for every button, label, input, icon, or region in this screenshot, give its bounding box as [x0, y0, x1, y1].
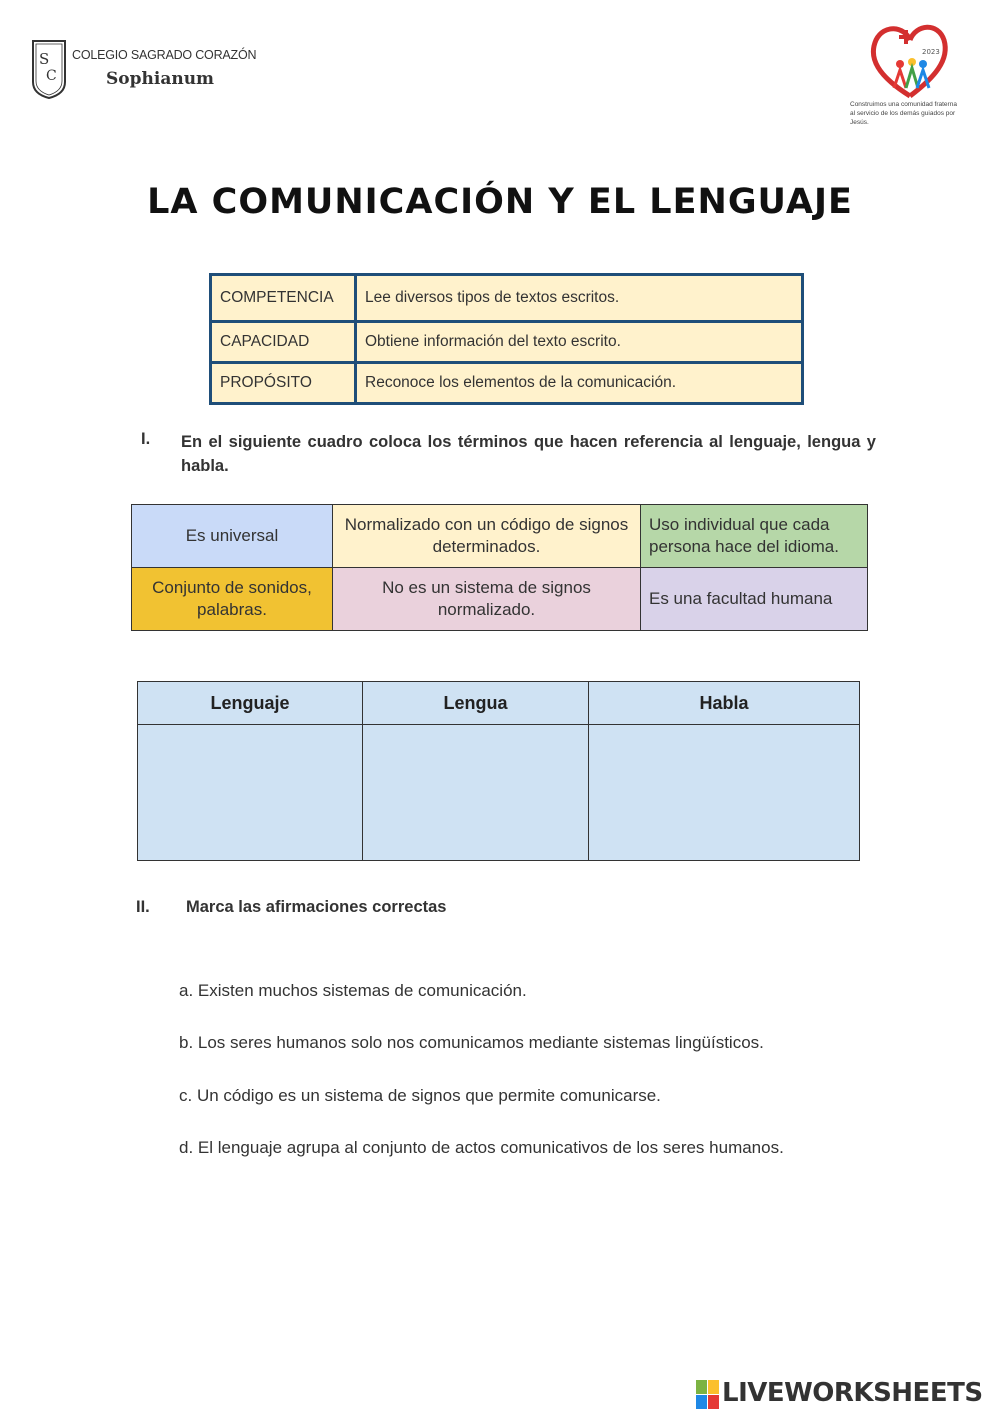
- instruction-2-number: II.: [136, 898, 150, 916]
- term-card[interactable]: Uso individual que cada persona hace del idioma.: [641, 505, 868, 568]
- term-card[interactable]: Es universal: [132, 505, 333, 568]
- table-header-row: [138, 682, 860, 725]
- statement-d[interactable]: d. El lenguaje agrupa al conjunto de actos comunicativos de los seres humanos.: [179, 1138, 784, 1157]
- svg-text:C: C: [46, 68, 57, 84]
- term-card[interactable]: No es un sistema de signos normalizado.: [333, 568, 641, 631]
- liveworksheets-logo: [696, 1378, 996, 1412]
- competency-table: [209, 273, 804, 405]
- terms-table: [131, 504, 868, 631]
- school-sub: Sophianum: [106, 69, 215, 89]
- liveworksheets-icon: [696, 1380, 720, 1410]
- drop-zone-habla[interactable]: [589, 725, 860, 861]
- term-card[interactable]: Es una facultad humana: [641, 568, 868, 631]
- table-row: [132, 505, 868, 568]
- statement-c[interactable]: c. Un código es un sistema de signos que permite comunicarse.: [179, 1086, 661, 1105]
- table-row: [211, 275, 803, 322]
- statement-b[interactable]: b. Los seres humanos solo nos comunicamos mediante sistemas lingüísticos.: [179, 1033, 764, 1052]
- purpose-key: PROPÓSITO: [211, 363, 356, 404]
- instruction-1-text: En el siguiente cuadro coloca los términos que hacen referencia al lenguaje, lengua y habla.: [181, 433, 876, 475]
- capacity-key: CAPACIDAD: [211, 322, 356, 363]
- school-shield-icon: [30, 38, 68, 100]
- header-lenguaje: Lenguaje: [138, 682, 363, 725]
- school-name: COLEGIO SAGRADO CORAZÓN: [72, 48, 257, 62]
- term-card[interactable]: Conjunto de sonidos, palabras.: [132, 568, 333, 631]
- term-card[interactable]: Normalizado con un código de signos determinados.: [333, 505, 641, 568]
- header-habla: Habla: [589, 682, 860, 725]
- drop-zone-lenguaje[interactable]: [138, 725, 363, 861]
- purpose-value: Reconoce los elementos de la comunicación.: [356, 363, 803, 404]
- capacity-value: Obtiene información del texto escrito.: [356, 322, 803, 363]
- competency-key: COMPETENCIA: [211, 275, 356, 322]
- page-title: LA COMUNICACIÓN Y EL LENGUAJE: [147, 182, 853, 222]
- statement-a[interactable]: a. Existen muchos sistemas de comunicación.: [179, 981, 527, 1000]
- liveworksheets-text: LIVEWORKSHEETS: [722, 1378, 983, 1408]
- instruction-1-number: I.: [141, 430, 151, 448]
- drop-zone-lengua[interactable]: [363, 725, 589, 861]
- header-lengua: Lengua: [363, 682, 589, 725]
- table-row: [211, 363, 803, 404]
- table-row: [132, 568, 868, 631]
- jubilee-logo: [850, 18, 970, 128]
- classify-table: [137, 681, 860, 861]
- jubilee-year: 2023: [922, 48, 940, 56]
- school-logo: [30, 38, 260, 104]
- instruction-2-text: Marca las afirmaciones correctas: [186, 898, 447, 916]
- svg-text:S: S: [39, 50, 50, 68]
- table-row: [138, 725, 860, 861]
- heart-family-icon: [860, 18, 960, 100]
- competency-value: Lee diversos tipos de textos escritos.: [356, 275, 803, 322]
- table-row: [211, 322, 803, 363]
- jubilee-caption: Construimos una comunidad fraterna al servicio de los demás guiados por Jesús.: [850, 101, 957, 126]
